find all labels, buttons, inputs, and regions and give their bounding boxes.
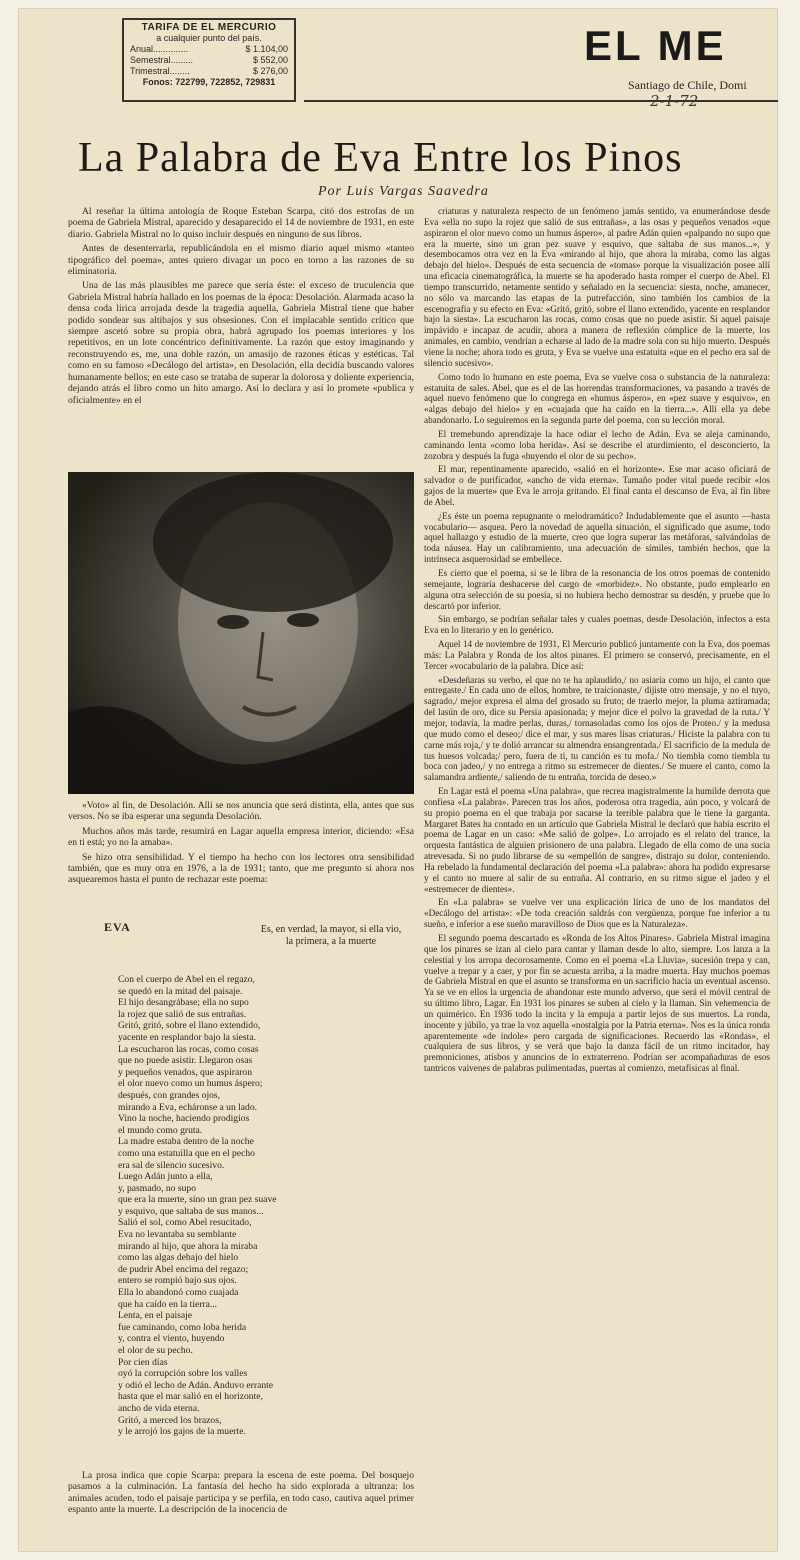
poem-line: como las algas debajo del hielo [118,1252,239,1264]
rate-row-semester [130,55,288,66]
poem-line: Por cien días [118,1356,168,1368]
rates-title: TARIFA DE EL MERCURIO [141,22,277,33]
poem-line: después, con grandes ojos, [118,1089,221,1101]
poem-line: ancho de vida eterna. [118,1402,200,1414]
paragraph: Es cierto que el poema, si se le libra de la resonancia de los otros poemas de contenido semejante, lograría deshacerse del cargo de «morbidez». No obstante, pudo emplearlo en alguna otra selección de su poesía, si no hubiera hecho demostrar su desdén, y pruebe que lo descartó por inferior. [424,568,770,611]
paragraph: «Desdeñaras su verbo, el que no te ha aplaudido,/ no asiaría como un hijo, el canto que entregaste./ En cada uno de ellos, hombre, te traicionaste,/ dijiste otro mensaje, y no el tuyo, sagrado,/ mejor expresa el alma del grosado su fruto; de traerlo mejor, la pluma aztiramada; del lasún de oro, dice su Persia apasionada; y mejor dice el polvo la gravedad de la ruta./ Y mejor, todavía, la madre perlas, duras,/ tornasoladas como los ojos de Proteo./ y la medusa que mudo como el deseo;/ dice el mar, y sus mares lisas criaturas./ Hiciste la palabra con tu carne más roja,/ y te dolió arrancar su almendra ensangrentada./ El sacrificio de la medula de tus huesos volcada;/ pero, fuera de ti, tu canción es tu mofa./ No tiembla como tiembla tu boca con jadeo,/ y no entrega a ritmo su estremecer de dientes./ Se muere el canto, como la salamandra ardiente,/ saliendo de tu entraña, torcida de deseo.» [424,674,770,783]
article-byline: Por Luis Vargas Saavedra [318,184,489,199]
poem-line: mirando a Eva, echáronse a un lado. [118,1101,258,1113]
rate-value: $ 1.104,00 [245,44,288,54]
poem-line: Eva no levantaba su semblante [118,1229,237,1241]
poem-line: que ha caído en la tierra... [118,1298,218,1310]
rate-row-annual [130,44,288,55]
poem-line: de pudrir Abel encima del regazo; [118,1263,249,1275]
poem-line: la rojez que salió de sus entrañas. [118,1008,247,1020]
poem-line: mirando al hijo, que ahora la miraba [118,1240,258,1252]
poem-line: Gritó, gritó, sobre el llano extendido, [118,1020,261,1032]
poem-epigraph: Es, en verdad, la mayor, si ella vio, la primera, a la muerte [260,924,402,947]
rate-label: Anual.............. [130,44,189,54]
paragraph: «Voto» al fin, de Desolación. Allí se nos anuncia que será distinta, ella, antes que sus versos. No se iba esperar una segunda Desolación. [68,800,414,823]
poem-line: hasta que el mar salió en el horizonte, [118,1391,263,1403]
poem-line: Vino la noche, haciendo prodigios [118,1113,250,1125]
paragraph: criaturas y naturaleza respecto de un fenómeno jamás sentido, va enumerándose desde Eva «ella no supo la rojez que salió de sus entrañas», a las osas y pequeños venados «que aspiraron el olor nuevo como un humus áspero», al padre Adán quien «palpando no supo que era la muerte, sino un gran pez suave y esquivo, que saltaba de sus manos...», y desembocamos otra vez en la Eva «mirando al hijo, que ahora la miraba, como las algas debajo del hielo». Después de esta secuencia de «tomas» porque la visualización posee allí una eficacia cinematográfica, la muerte se ha apoderado hasta romper el cuerpo de Abel. El tiempo transcurrido, netamente sentido y señalado en la secuencia: siesta, noche, amanecer, no sólo va marcando las etapas de la putrefacción, sino también los cambios de la escenografía y su efecto en Eva: «Gritó, gritó, sobre el llano extendido, yacente en resplandor bajo la siesta». La escucharon las rocas, como cosas que no puede asistir. Si aquel paisaje impávido e incapaz de acudir, ahora a manera de reflexión cómplice de la muerte, los animales, en cambio, vendrían a echarse al lado de la madre sola con su hijo muerto. Después viene la noche; ahora todo es gruta, y Eva se vuelve una estatuita «que en el pecho era sal de silencio sucesivo». [424,206,770,368]
poem-line: Ella lo abandonó como cuajada [118,1287,239,1299]
column-right [424,206,770,1077]
poem-line: Gritó, a merced los brazos, [118,1414,222,1426]
paragraph: Antes de desenterrarla, republicándola en el mismo diario aquel mismo «tanteo tipográfico del poema», antes quiero divagar un poco en torno a las razones de su eliminatoria. [68,243,414,278]
paragraph: En Lagar está el poema «Una palabra», que recrea magistralmente la humilde derrota que confiesa «La palabra». Parecen tras los años, poderosa otra tragedia, aún poco, y volcará de su propio poema en el que trabaja por sacarse la terrible palabra que le tiene la garganta. Margaret Bates ha contado en un artículo que Gabriela Mistral le declaró que había escrito el poema de Lagar en un caso: «Me salió de golpe». Lo arrojado es el relato del trance, la orquesta fantástica de alguien prisionero de una palabra. Llegado de ella como de una sucia atrevesada. Si no pudo librarse de su «empellón de sangre», distrajo su dolor, conteniendo. Ha rebelado la fundamental declaración del poema «La palabra»: ahora ha podido expresarse y el canto no muere al salir de su entraña. Al contrario, en su ritmo sigue el jadeo y el «estremecer de dientes». [424,786,770,894]
poem-line: y odió el lecho de Adán. Anduvo errante [118,1379,274,1391]
masthead-rule [304,100,778,102]
poem-line: y pequeños venados, que aspiraron [118,1066,253,1078]
poem-line: Salió el sol, como Abel resucitado, [118,1217,252,1229]
column-left-bottom [68,1470,414,1519]
rate-value: $ 276,00 [252,66,288,76]
poem-line: y, pasmado, no supo [118,1182,196,1194]
poem-line: Luego Adán junto a ella, [118,1171,213,1183]
subscription-rates-box [122,18,296,102]
poem-title: EVA [104,920,131,934]
paragraph: Como todo lo humano en este poema, Eva se vuelve cosa o substancia de la naturaleza: estatuita de sales. Abel, que es el de las horrendas transformaciones, va pasando a través de aquel nuevo fenómeno que lo congrega en «humus áspero», en «pez suave y esquivo», en «algas debajo del hielo» y en «cuajada que ha caído en la tierra...». Allí ella ya debe abandonarlo. Lo seguiremos en la segunda parte del poema, con su lección moral. [424,371,770,426]
column-left-middle [68,800,414,889]
poem-line: que no puede asistir. Llegaron osas [118,1055,253,1067]
poem-line: entero se rompió bajo sus ojos. [118,1275,237,1287]
dateline-place: Santiago de Chile, Domi [628,78,747,92]
poem-line: fue caminando, como loba herida [118,1321,247,1333]
newspaper-masthead: EL ME [584,22,727,69]
poem-line: el mundo como gruta. [118,1124,203,1136]
paragraph: En «La palabra» se vuelve ver una explicación lírica de uno de los mandatos del «Decálogo del artista»: «De toda creación saldrás con vergüenza, porque fue inferior a tu sueño, e inferior a ese sueño maravilloso de Dios que es la Naturaleza». [424,897,770,930]
poem-line: y le arrojó los gajos de la muerte. [118,1426,246,1438]
newspaper-clipping [18,8,778,1552]
rate-label: Trimestral........ [130,66,190,76]
poem-line: yacente en resplandor bajo la siesta. [118,1031,256,1043]
paragraph: La prosa indica que copie Scarpa: prepara la escena de este poema. Del bosquejo pasamos a la culminación. La fantasía del hecho ha sido explorada a ultranza: los animales acuden, todo el paisaje participa y se perfila, en todo caso, cautiva aquel primer espanto ante la muerte. La descripción de la inocencia de [68,1470,414,1516]
rate-value: $ 552,00 [252,55,288,65]
rates-phones: Fonos: 722799, 722852, 729831 [142,77,276,87]
poem-line: La madre estaba dentro de la noche [118,1136,254,1148]
poem-eva [118,974,418,1438]
paragraph: Una de las más plausibles me parece que sería éste: el exceso de truculencia que Gabriela Mistral habría hallado en los poemas de la época: Desolación. Alarmada acaso la densa coda lírica arrojada desde la tragedia aquella, Gabriela Mistral tiene que haber podido sondear sus altibajos y sus obsesiones. Con el implacable sentido crítico que siempre ascetó sobre su propia obra, habrá agrupado los poemas interiores y los repetitivos, en un lote concéntrico definitivamente. La razón que estoy imaginando y reconstruyendo es, me, una doble razón, un amasijo de razones éticas y estéticas. Tal como en su famoso «Decálogo del artista», en Desolación, ella decidía buscando valores humanamente bellos; en este caso se trataba de superar la dolorosa y doliente experiencia, dejando atrás el libro como un hito amargo. Así lo declara y así lo promete «publica y oficialmente» en el [68,280,414,406]
poem-line: como una estatuilla que en el pecho [118,1147,255,1159]
poem-line: y esquivo, que saltaba de sus manos... [118,1205,264,1217]
portrait-photo-graphic [68,472,414,794]
handwritten-date: 2-1-72 [650,92,699,110]
article-headline: La Palabra de Eva Entre los Pinos [78,135,683,181]
paragraph: El tremebundo aprendizaje la hace odiar el lecho de Adán. Eva se aleja caminando, caminando lenta «como loba herida». Así se describe el aturdimiento, el desconcierto, la zozobra y después la fuga «huyendo el olor de su pecho». [424,428,770,461]
rates-subtitle: a cualquier punto del país. [156,33,262,43]
paragraph: El mar, repentinamente aparecido, «salió en el horizonte». Ese mar acaso oficiará de salvador o de purificador, «ancho de vida eterna». Tamaño poder vital puede recibir «los gajos de la muerte» que Eva le arroja gritando. El final canta el descanso de Eva, al fin libre de Abel. [424,464,770,507]
poem-line: era sal de silencio sucesivo. [118,1159,225,1171]
poem-line: El hijo desangrábase; ella no supo [118,997,249,1009]
poem-line: Con el cuerpo de Abel en el regazo, [118,974,255,985]
poem-line: que era la muerte, sino un gran pez suave [118,1194,277,1206]
poem-line: el olor nuevo como un humus áspero; [118,1078,263,1090]
portrait-photo [68,472,414,794]
poem-line: y, contra el viento, huyendo [118,1333,225,1345]
paragraph: Sin embargo, se podrían señalar tales y cuales poemas, desde Desolación, infectos a esta Eva en lo literario y en lo genérico. [424,614,770,636]
paragraph: Se hizo otra sensibilidad. Y el tiempo ha hecho con los lectores otra sensibilidad también, que es muy otra en 1976, a la de 1931; tanto, que me pregunto si ahora nos asquearemos hasta el punto de rechazar este poema: [68,851,414,886]
paragraph: Al reseñar la última antología de Roque Esteban Scarpa, citó dos estrofas de un poema de Gabriela Mistral, aparecido y desaparecido el 14 de noviembre de 1931, en este diario. Gabriela Mistral no lo quiso incluir después en ninguno de sus libros. [68,206,414,240]
paragraph: ¿Es éste un poema repugnante o melodramático? Indudablemente que el asunto —hasta vocabulario— asquea. Pero la novedad de aquella situación, el significado que asume, todo aquel hallazgo y estudio de la muerte, creo que logra superar las metáforas, salvándolas de toda náusea. Hay un calibramiento, una adecuación de símiles, también hechos, que la intrínseca asquerosidad se embellece. [424,510,770,565]
paragraph: El segundo poema descartado es «Ronda de los Altos Pinares». Gabriela Mistral imagina que los pinares se izan al cielo para cantar y llaman desde lo alto, siempre. Los lanza a la celestial y los arropa decorosamente. Como en el poema «La Lluvia», sucesión trepa y can, vuelve a trepar y a caer, y por fin se acuesta arriba, a la madre muerta. Hay muchos poemas de Gabriela Mistral en que el asunto se transforma en un sacrificio hacia un eventual ascenso. Ya se ve en ellos la urgencia de abandonar este mundo adverso, que será el móvil central de su último libro, Lagar. En 1931 los pinares se suben al cielo y la llaman. Sin vehemencia de un quimérico. En 1936 todo la incita y la empuja a partir lejos de sus muertos. La ronda, inocente y júbilo, ya trae la voz aquella «nostalgia por la Patria eterna». Nos es la única ronda aparentemente «de índole» pero cargada de significaciones. Recuerdo las «Rondas», el cualquiera de sus libros, y se verá que bajo la danza fácil de un ritmo incitador, hay premoniciones, atisbos y anuncios de lo extraterreno. Podrían ser acompañaduras de esos tantricos vaivenes de palabras pulimentadas, puertas al comienzo, metafísicas al final. [424,933,770,1074]
poem-line: oyó la corrupción sobre los valles [118,1368,248,1380]
poem-line: se quedó en la mitad del paisaje. [118,985,243,997]
poem-line: Lenta, en el paisaje [118,1310,193,1322]
rate-label: Semestral......... [130,55,194,65]
poem-line: el olor de su pecho. [118,1345,193,1356]
paragraph: Muchos años más tarde, resumirá en Lagar aquella empresa interior, diciendo: «Esa en ti está; yo no la amaba». [68,825,414,849]
poem-line: La escucharon las rocas, como cosas [118,1043,259,1055]
rate-row-quarter [130,66,288,77]
paragraph: Aquel 14 de noviembre de 1931, El Mercurio publicó juntamente con la Eva, dos poemas más: La Palabra y Ronda de los altos pinares. El primero se conservó, precisamente, en el Tercer «vocabulario de la palabra. Dice así: [424,639,770,671]
column-left-top [68,206,414,409]
